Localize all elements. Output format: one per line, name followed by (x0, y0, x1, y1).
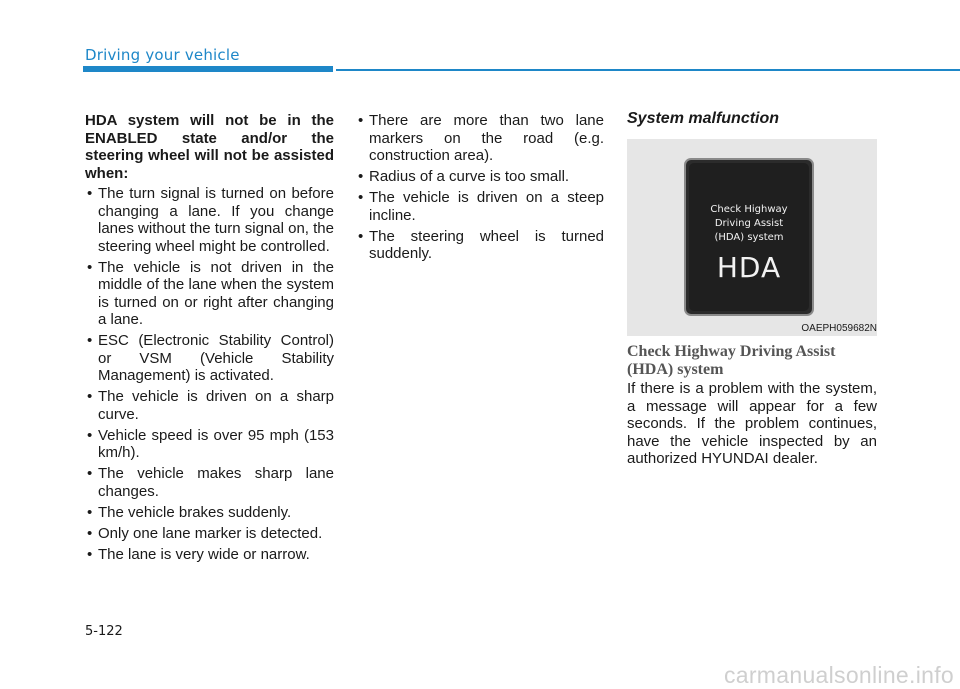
figure-code: OAEPH059682N (801, 323, 877, 334)
list-item: • The vehicle is driven on a sharp curve. (85, 388, 334, 423)
list-item: • Only one lane marker is detected. (85, 525, 334, 543)
list-item: • The lane is very wide or narrow. (85, 546, 334, 564)
left-column (85, 112, 334, 567)
header-rule-thick (83, 66, 333, 72)
message-description: If there is a problem with the system, a message will appear for a few seconds. If the problem continues, have the vehicle inspected by an authorized HYUNDAI dealer. (627, 380, 877, 467)
list-item: • The vehicle brakes suddenly. (85, 504, 334, 522)
cluster-figure (627, 139, 877, 336)
list-item: • ESC (Electronic Stability Control) or VSM (Vehicle Stability Management) is activated. (85, 332, 334, 385)
section-title: Driving your vehicle (85, 46, 240, 64)
list-item: • The vehicle is not driven in the middle of the lane when the system is turned on or right after changing a lane. (85, 259, 334, 329)
list-item: • The vehicle makes sharp lane changes. (85, 465, 334, 500)
middle-column (356, 112, 604, 266)
list-item: • There are more than two lane markers on the road (e.g. construction area). (356, 112, 604, 165)
list-item: • Vehicle speed is over 95 mph (153 km/h). (85, 427, 334, 462)
cluster-warning-message: Check Highway Driving Assist (HDA) system (710, 204, 788, 243)
instrument-cluster-display (684, 158, 814, 316)
system-malfunction-heading: System malfunction (627, 110, 780, 127)
list-item: • The vehicle is driven on a steep incline. (356, 189, 604, 224)
page-number: 5-122 (85, 624, 123, 639)
cluster-hda-label: HDA (716, 251, 782, 284)
list-item: • The turn signal is turned on before changing a lane. If you change lanes without the turn signal on, the steering wheel might be controlled. (85, 185, 334, 255)
message-subheading: Check Highway Driving Assist (HDA) system (627, 343, 836, 378)
list-item: • Radius of a curve is too small. (356, 168, 604, 186)
watermark: carmanualsonline.info (723, 662, 954, 688)
list-item: • The steering wheel is turned suddenly. (356, 228, 604, 263)
header-rule-thin (336, 69, 960, 71)
conditions-intro: HDA system will not be in the ENABLED state and/or the steering wheel will not be assisted when: (85, 112, 334, 182)
conditions-list-continued (356, 112, 604, 263)
conditions-list (85, 185, 334, 563)
cluster-screen (689, 163, 809, 311)
